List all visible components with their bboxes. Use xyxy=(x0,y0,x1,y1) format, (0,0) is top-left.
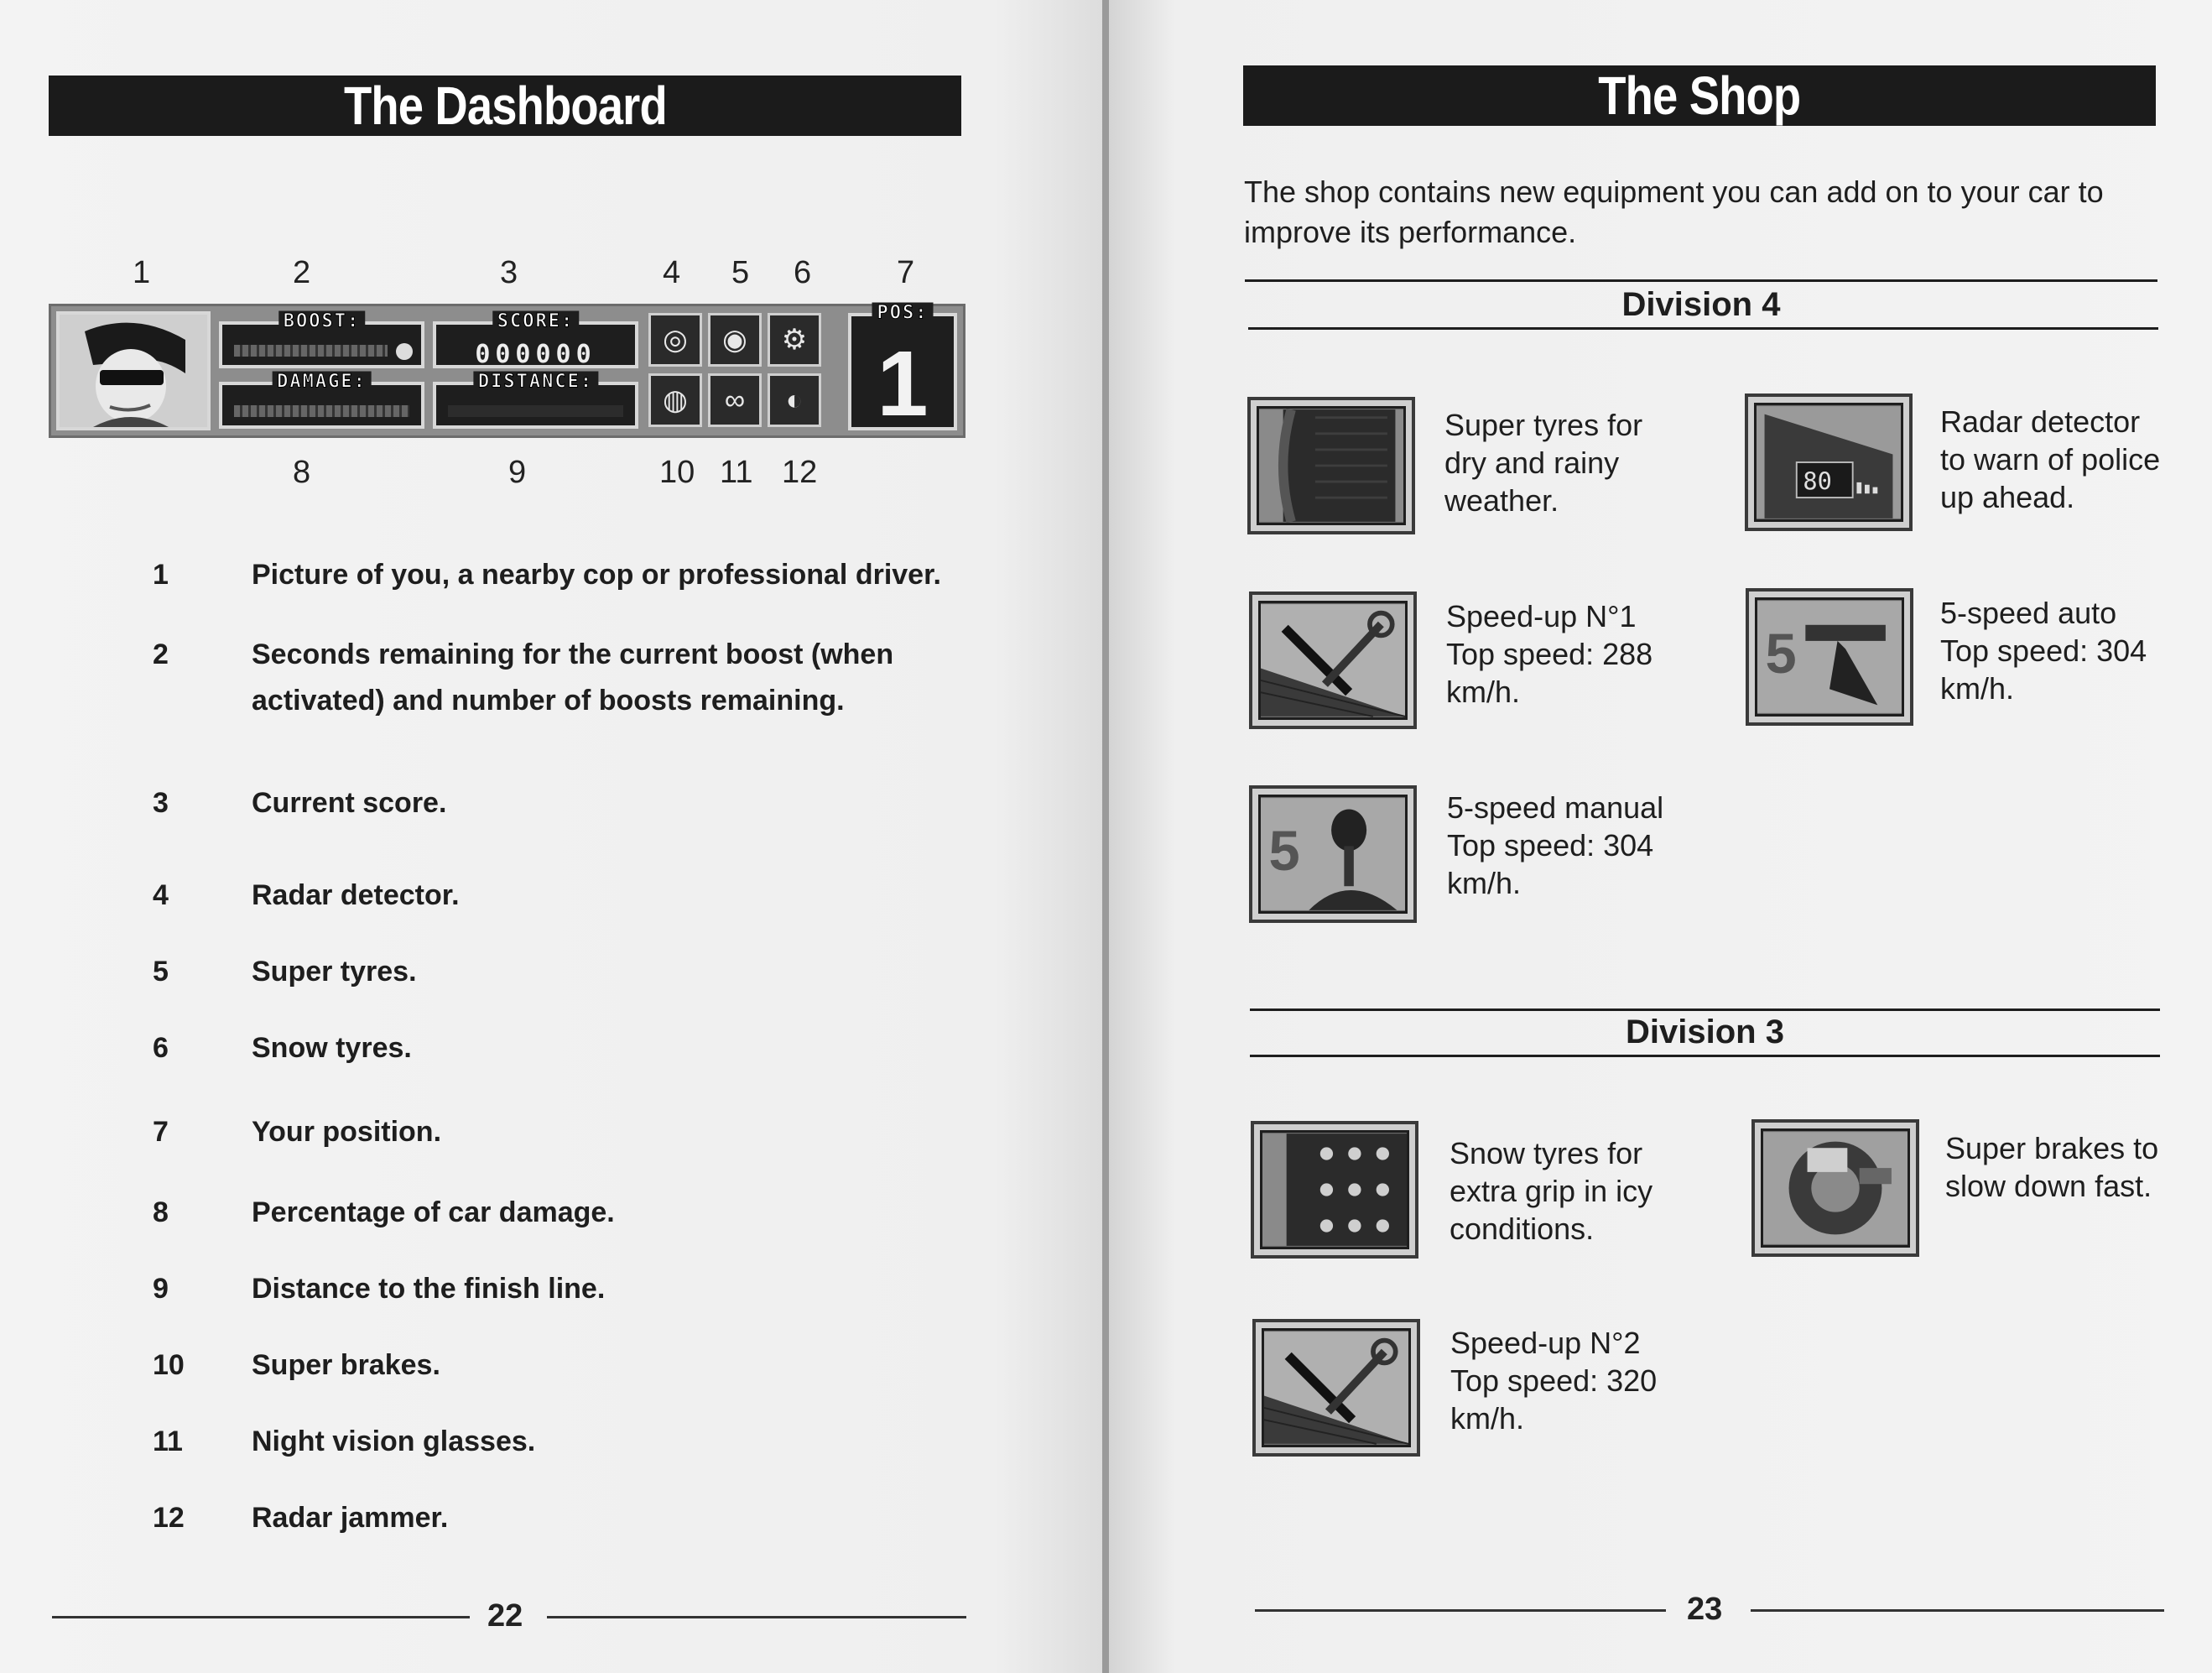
dash-number-10: 10 xyxy=(659,455,695,490)
super-brakes-icon: ◍ xyxy=(648,373,702,427)
damage-gauge xyxy=(219,371,424,429)
night-vision-icon: ∞ xyxy=(708,373,762,427)
score-display xyxy=(433,310,638,369)
footer-rule xyxy=(547,1616,966,1618)
page-number: 23 xyxy=(1687,1592,1723,1627)
manual-gearbox-box xyxy=(1249,785,1417,923)
boost-label: BOOST: xyxy=(278,311,365,332)
super-tyres-icon: ◉ xyxy=(708,313,762,367)
snow-tyres-box xyxy=(1251,1121,1418,1259)
radar-detector-box xyxy=(1745,393,1913,531)
speed-up-1-text: Speed-up N°1 Top speed: 288 km/h. xyxy=(1446,599,1653,709)
boost-bar xyxy=(234,345,388,357)
svg-text:5: 5 xyxy=(1765,623,1797,686)
page-number: 22 xyxy=(487,1598,523,1634)
radar-jammer-icon: ◐ xyxy=(768,373,821,427)
dash-number-2: 2 xyxy=(293,255,311,290)
dashboard-title: The Dashboard xyxy=(49,76,961,136)
super-brakes-text: Super brakes to slow down fast. xyxy=(1945,1131,2159,1203)
dash-number-8: 8 xyxy=(293,455,311,490)
pos-label: POS: xyxy=(872,303,934,324)
speed-up-2-box xyxy=(1252,1319,1420,1457)
studded-tyre-icon xyxy=(1260,1130,1409,1249)
division-4-title: Division 4 xyxy=(1621,286,1781,323)
boost-gauge xyxy=(219,310,424,368)
dash-number-9: 9 xyxy=(508,455,527,490)
score-label: SCORE: xyxy=(492,311,579,332)
super-tyres-text: Super tyres for dry and rainy weather. xyxy=(1444,408,1643,518)
damage-label: DAMAGE: xyxy=(272,372,372,393)
dash-number-5: 5 xyxy=(731,255,750,290)
auto-gearbox-box xyxy=(1746,588,1913,726)
score-digits: 000000 xyxy=(475,340,596,369)
division-rule xyxy=(1245,279,2157,282)
wrench-screwdriver-icon xyxy=(1262,1328,1411,1447)
position-display xyxy=(848,302,957,435)
division-3-title: Division 3 xyxy=(1626,1014,1784,1050)
speed-up-1-box xyxy=(1249,592,1417,729)
svg-text:5: 5 xyxy=(1268,820,1300,883)
dash-number-12: 12 xyxy=(782,455,818,490)
footer-rule xyxy=(1751,1609,2164,1612)
distance-label: DISTANCE: xyxy=(473,372,598,393)
dash-number-3: 3 xyxy=(500,255,518,290)
dash-number-6: 6 xyxy=(794,255,812,290)
dash-number-1: 1 xyxy=(133,255,151,290)
auto-gearbox-icon xyxy=(1755,597,1904,717)
radar-detector-icon xyxy=(1754,403,1903,522)
radar-detector-icon: ◎ xyxy=(648,313,702,367)
division-rule xyxy=(1250,1055,2160,1057)
tyre-icon xyxy=(1257,406,1406,525)
snow-tyres-icon: ⚙ xyxy=(768,313,821,367)
brake-caliper-icon xyxy=(1761,1128,1910,1248)
division-rule xyxy=(1250,1008,2160,1011)
damage-bar xyxy=(234,405,409,417)
super-tyres-box xyxy=(1247,397,1415,534)
manual-gearbox-text: 5-speed manual Top speed: 304 km/h. xyxy=(1447,790,1664,900)
shop-intro: The shop contains new equipment you can add on to your car to improve its performance. xyxy=(1244,175,2104,249)
snow-tyres-text: Snow tyres for extra grip in icy conditions. xyxy=(1450,1136,1653,1246)
super-brakes-box xyxy=(1751,1119,1919,1257)
wrench-screwdriver-icon xyxy=(1258,601,1408,720)
dash-number-7: 7 xyxy=(897,255,915,290)
driver-face-icon xyxy=(60,315,207,427)
boost-counter-icon xyxy=(396,343,413,360)
manual-gearstick-icon xyxy=(1258,795,1408,914)
footer-rule xyxy=(52,1616,470,1618)
dash-number-11: 11 xyxy=(720,455,753,490)
division-rule xyxy=(1248,327,2158,330)
position-value: 1 xyxy=(877,332,929,435)
distance-gauge xyxy=(433,371,638,429)
driver-portrait xyxy=(56,311,211,430)
svg-text:80: 80 xyxy=(1803,466,1832,496)
auto-gearbox-text: 5-speed auto Top speed: 304 km/h. xyxy=(1940,596,2147,706)
distance-bar xyxy=(448,405,623,417)
speed-up-2-text: Speed-up N°2 Top speed: 320 km/h. xyxy=(1450,1326,1658,1436)
dash-number-4: 4 xyxy=(663,255,681,290)
shop-title: The Shop xyxy=(1243,65,2156,126)
dashboard-strip xyxy=(49,304,965,438)
footer-rule xyxy=(1255,1609,1666,1612)
radar-detector-text: Radar detector to warn of police up ahead. xyxy=(1940,404,2161,514)
